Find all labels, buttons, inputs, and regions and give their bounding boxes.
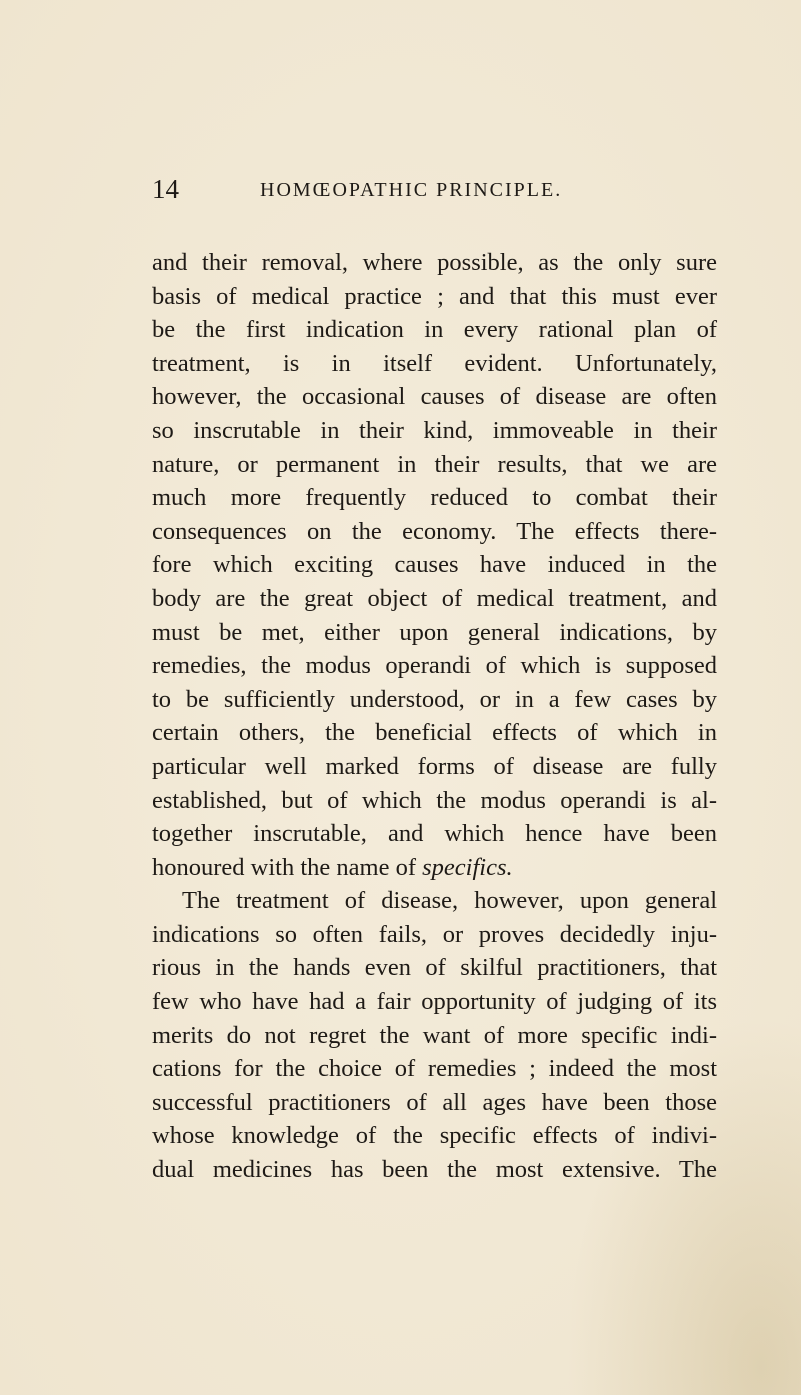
text-fragment: honoured with the name of xyxy=(152,853,416,881)
text-line: successful practitioners of all ages have been those xyxy=(152,1088,717,1116)
text-line: rious in the hands even of skilful practitioners, that xyxy=(152,954,717,982)
text-line: whose knowledge of the specific effects of indivi- xyxy=(152,1122,717,1150)
text-line: nature, or permanent in their results, that we are xyxy=(152,450,717,478)
text-line: fore which exciting causes have induced in the xyxy=(152,551,717,579)
running-title: HOMŒOPATHIC PRINCIPLE. xyxy=(260,179,563,201)
text-line: cations for the choice of remedies ; indeed the most xyxy=(152,1055,717,1083)
text-line: and their removal, where possible, as the only sure xyxy=(152,249,717,276)
text-line: consequences on the economy. The effects there- xyxy=(152,517,717,545)
text-line: remedies, the modus operandi of which is supposed xyxy=(152,652,717,680)
text-line: basis of medical practice ; and that this must ever xyxy=(152,282,717,310)
text-line: certain others, the beneficial effects of which in xyxy=(152,719,717,747)
text-line: must be met, either upon general indications, by xyxy=(152,618,717,646)
text-line-last xyxy=(152,851,717,885)
text-line: treatment, is in itself evident. Unfortunately, xyxy=(152,349,717,377)
text-line: established, but of which the modus operandi is al- xyxy=(152,786,717,814)
text-line: The treatment of disease, however, upon general xyxy=(182,887,717,915)
paragraph-2 xyxy=(152,884,717,1186)
text-line: so inscrutable in their kind, immoveable in their xyxy=(152,416,717,444)
paragraph-1 xyxy=(152,246,717,884)
italic-term: specifics. xyxy=(422,853,513,881)
page-header xyxy=(152,174,742,204)
text-line: dual medicines has been the most extensive. The xyxy=(152,1156,717,1184)
text-line: however, the occasional causes of disease are often xyxy=(152,383,717,411)
text-line: together inscrutable, and which hence have been xyxy=(152,820,717,848)
body-text xyxy=(152,246,717,1187)
text-line: merits do not regret the want of more specific indi- xyxy=(152,1021,717,1049)
text-line: be the first indication in every rational plan of xyxy=(152,316,717,344)
text-line: to be sufficiently understood, or in a few cases by xyxy=(152,685,717,713)
text-line: particular well marked forms of disease are fully xyxy=(152,752,717,780)
text-line: few who have had a fair opportunity of judging of its xyxy=(152,988,717,1016)
text-line: much more frequently reduced to combat their xyxy=(152,484,717,512)
text-line: body are the great object of medical treatment, and xyxy=(152,584,717,612)
text-line: indications so often fails, or proves decidedly inju- xyxy=(152,920,717,948)
page-number: 14 xyxy=(152,174,179,204)
